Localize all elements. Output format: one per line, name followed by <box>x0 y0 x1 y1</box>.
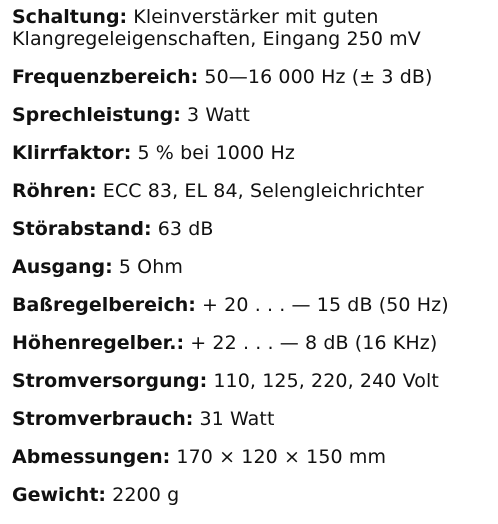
spec-label: Röhren: <box>12 180 97 202</box>
spec-row-stromverbrauch <box>12 408 492 430</box>
spec-value: 50—16 000 Hz (± 3 dB) <box>204 66 433 88</box>
spec-value: 170 × 120 × 150 mm <box>176 446 387 468</box>
spec-value: 110, 125, 220, 240 Volt <box>213 370 439 392</box>
spec-value: 31 Watt <box>199 408 275 430</box>
spec-row-gewicht <box>12 484 492 506</box>
spec-row-ausgang <box>12 256 492 278</box>
spec-row-schaltung <box>12 6 492 50</box>
spec-label: Stromversorgung: <box>12 370 208 392</box>
spec-row-bassregelbereich <box>12 294 492 316</box>
spec-label: Sprechleistung: <box>12 104 181 126</box>
spec-value: 2200 g <box>112 484 180 506</box>
spec-label: Frequenzbereich: <box>12 66 199 88</box>
spec-label: Ausgang: <box>12 256 113 278</box>
spec-row-stromversorgung <box>12 370 492 392</box>
spec-row-sprechleistung <box>12 104 492 126</box>
spec-list <box>12 6 492 522</box>
spec-row-stoerabstand <box>12 218 492 240</box>
spec-value: + 22 . . . — 8 dB (16 KHz) <box>190 332 438 354</box>
spec-value: 3 Watt <box>187 104 250 126</box>
spec-row-roehren <box>12 180 492 202</box>
spec-row-klirrfaktor <box>12 142 492 164</box>
spec-row-abmessungen <box>12 446 492 468</box>
spec-label: Störabstand: <box>12 218 152 240</box>
spec-value-line: Kleinverstärker mit guten <box>133 6 379 28</box>
spec-value: 63 dB <box>157 218 214 240</box>
spec-label: Stromverbrauch: <box>12 408 194 430</box>
spec-value: ECC 83, EL 84, Selengleichrichter <box>102 180 424 202</box>
spec-value: 5 Ohm <box>118 256 183 278</box>
spec-value: 5 % bei 1000 Hz <box>137 142 295 164</box>
spec-value: + 20 . . . — 15 dB (50 Hz) <box>202 294 449 316</box>
spec-label: Schaltung: <box>12 6 128 28</box>
spec-label: Höhenregelber.: <box>12 332 185 354</box>
spec-row-frequenzbereich <box>12 66 492 88</box>
spec-row-hoehenregelber <box>12 332 492 354</box>
spec-label: Baßregelbereich: <box>12 294 196 316</box>
spec-label: Gewicht: <box>12 484 107 506</box>
spec-value-line: Klangregeleigenschaften, Eingang 250 mV <box>12 28 421 50</box>
spec-label: Abmessungen: <box>12 446 171 468</box>
spec-label: Klirrfaktor: <box>12 142 132 164</box>
